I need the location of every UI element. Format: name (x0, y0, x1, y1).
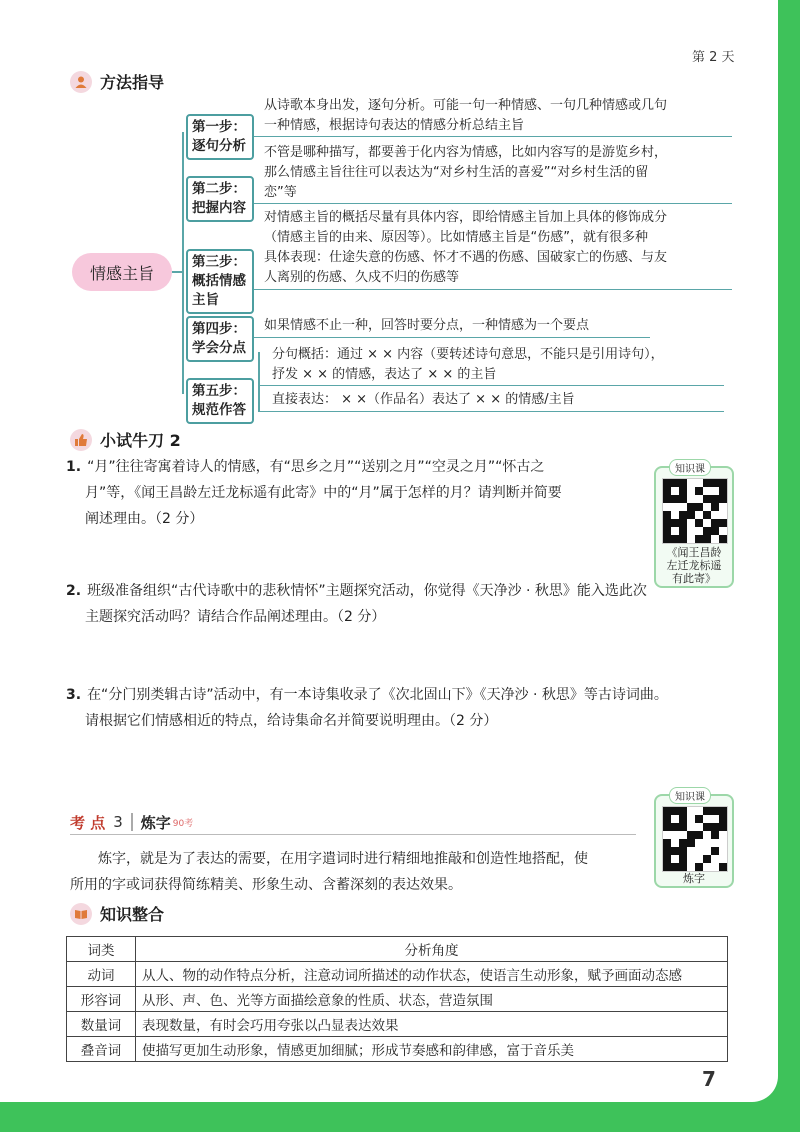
kaodian-intro (70, 846, 650, 898)
step-4-desc-line: 如果情感不止一种，回答时要分点，一种情感为一个要点 (264, 318, 590, 333)
kaodian-title: 炼字 (140, 813, 171, 832)
question-line: 班级准备组织“古代诗歌中的悲秋情怀”主题探究活动，你觉得《天净沙 · 秋思》能入选此次 (87, 583, 647, 599)
step-3-title: 概括情感 (192, 273, 246, 289)
step-1-title: 逐句分析 (192, 138, 246, 154)
question-2 (66, 578, 746, 630)
method-section-title: 方法指导 (100, 73, 165, 92)
table-cell: 表现数量，有时会巧用夸张以凸显表达效果 (136, 1012, 728, 1037)
table-row (67, 987, 728, 1012)
question-1 (66, 454, 650, 532)
mindmap-connector (172, 271, 182, 273)
step-4-description (264, 316, 589, 336)
question-number: 3. (66, 687, 82, 703)
question-line: 在“分门别类辑古诗”活动中，有一本诗集收录了《次北固山下》《天净沙 · 秋思》等古诗词曲。 (87, 687, 668, 703)
qr-code-icon[interactable] (662, 806, 728, 872)
caption-line: 左迁龙标遥 (666, 559, 722, 572)
table-cell: 叠音词 (67, 1037, 136, 1062)
step-5-box (186, 378, 254, 424)
step-1-rule (254, 136, 732, 137)
intro-line: 所用的字或词获得简练精美、形象生动、含蓄深刻的表达效果。 (70, 877, 462, 893)
kaodian-superscript: 90考 (172, 818, 194, 829)
step-3-rule (254, 289, 732, 290)
step-3-desc-line: 人离别的伤感、久戍不归的伤感等 (264, 270, 460, 285)
step-2-desc-line: 不管是哪种描写，都要善于化内容为情感，比如内容写的是游览乡村， (264, 145, 668, 160)
page-number: 7 (702, 1067, 716, 1091)
kaodian-label: 考 点 (70, 813, 106, 832)
step-4-rule (254, 337, 650, 338)
step-1-desc-line: 一种情感，根据诗句表达的情感分析总结主旨 (264, 118, 525, 133)
book-icon (70, 903, 92, 925)
question-line: “月”往往寄寓着诗人的情感，有“思乡之月”“送别之月”“空灵之月”“怀古之 (87, 459, 545, 475)
practice-section-title: 小试牛刀 2 (100, 431, 181, 450)
step-3-title-cont: 主旨 (192, 292, 219, 308)
step-4-title: 学会分点 (192, 340, 246, 356)
card-label: 知识课 (669, 459, 711, 476)
step-2-rule (254, 203, 732, 204)
qr-code-icon[interactable] (662, 478, 728, 544)
step-3-desc-line: （情感主旨的由来、原因等）。比如情感主旨是“伤感”，就有很多种 (264, 230, 648, 245)
step-5-rule-a (258, 385, 724, 386)
step-2-box (186, 176, 254, 222)
step-2-title: 把握内容 (192, 200, 246, 216)
step-2-description (264, 143, 667, 203)
step-4-label: 第四步： (192, 321, 246, 337)
step-5-description-b: 直接表达： × ×（作品名）表达了 × × 的情感/主旨 (272, 392, 575, 407)
table-header-row (67, 937, 728, 962)
step-3-desc-line: 具体表现：仕途失意的伤感、怀才不遇的伤感、国破家亡的伤感、与友 (264, 250, 668, 265)
step-3-label: 第三步： (192, 254, 246, 270)
step-1-desc-line: 从诗歌本身出发，逐句分析。可能一句一种情感、一句几种情感或几句 (264, 98, 668, 113)
knowledge-card-2[interactable] (654, 794, 734, 888)
step-5-label: 第五步： (192, 383, 246, 399)
table-row (67, 1037, 728, 1062)
caption-line: 《闻王昌龄 (666, 546, 722, 559)
table-header-cell: 分析角度 (136, 937, 728, 962)
step-2-label: 第二步： (192, 181, 246, 197)
kaodian-divider (131, 813, 133, 831)
table-cell: 形容词 (67, 987, 136, 1012)
step-4-box (186, 316, 254, 362)
question-number: 2. (66, 583, 82, 599)
knowledge-table (66, 936, 728, 1062)
table-header-cell: 词类 (67, 937, 136, 962)
mindmap-root: 情感主旨 (72, 253, 172, 291)
table-cell: 从形、声、色、光等方面描绘意象的性质、状态，营造氛围 (136, 987, 728, 1012)
step-5-rule-b (258, 411, 724, 412)
step-5-desc-line: 分句概括：通过 × × 内容（要转述诗句意思，不能只是引用诗句）， (272, 347, 664, 362)
person-icon (70, 71, 92, 93)
intro-line: 炼字，就是为了表达的需要，在用字遣词时进行精细地推敲和创造性地搭配，使 (98, 851, 588, 867)
step-1-box (186, 114, 254, 160)
question-number: 1. (66, 459, 82, 475)
table-cell: 数量词 (67, 1012, 136, 1037)
step-2-desc-line: 恋”等 (264, 185, 297, 200)
day-label: 第 2 天 (692, 50, 735, 65)
step-3-box (186, 249, 254, 314)
step-1-label: 第一步： (192, 119, 246, 135)
integration-section-header (70, 902, 164, 925)
question-line: 月”等，《闻王昌龄左迁龙标遥有此寄》中的“月”属于怎样的月？请判断并简要 (85, 485, 562, 501)
step-3-desc-line: 对情感主旨的概括尽量有具体内容，即给情感主旨加上具体的修饰成分 (264, 210, 668, 225)
kaodian-header (70, 810, 636, 835)
table-cell: 使描写更加生动形象，情感更加细腻；形成节奏感和韵律感，富于音乐美 (136, 1037, 728, 1062)
step-1-description (264, 96, 667, 136)
practice-section-header (70, 428, 181, 451)
table-cell: 动词 (67, 962, 136, 987)
question-line: 阐述理由。（2 分） (85, 511, 204, 527)
step-5-desc-line: 抒发 × × 的情感，表达了 × × 的主旨 (272, 367, 497, 382)
table-row (67, 1012, 728, 1037)
step-3-description (264, 208, 667, 288)
card-caption: 炼字 (683, 872, 705, 885)
table-row (67, 962, 728, 987)
method-section-header (70, 70, 164, 93)
step-2-desc-line: 那么情感主旨往往可以表达为“对乡村生活的喜爱”“对乡村生活的留 (264, 165, 649, 180)
caption-line: 有此寄》 (672, 572, 716, 585)
question-3 (66, 682, 756, 734)
kaodian-number: 3 (113, 813, 123, 831)
question-line: 请根据它们情感相近的特点，给诗集命名并简要说明理由。（2 分） (85, 713, 498, 729)
knowledge-card-1[interactable] (654, 466, 734, 588)
mindmap-spine (182, 132, 184, 394)
step-5-bracket (258, 352, 260, 412)
question-line: 主题探究活动吗？请结合作品阐述理由。（2 分） (85, 609, 386, 625)
thumbs-up-icon (70, 429, 92, 451)
integration-section-title: 知识整合 (100, 905, 165, 924)
step-5-title: 规范作答 (192, 402, 246, 418)
table-cell: 从人、物的动作特点分析，注意动词所描述的动作状态，使语言生动形象，赋予画面动态感 (136, 962, 728, 987)
card-label: 知识课 (669, 787, 711, 804)
step-5-description-a (272, 345, 664, 385)
